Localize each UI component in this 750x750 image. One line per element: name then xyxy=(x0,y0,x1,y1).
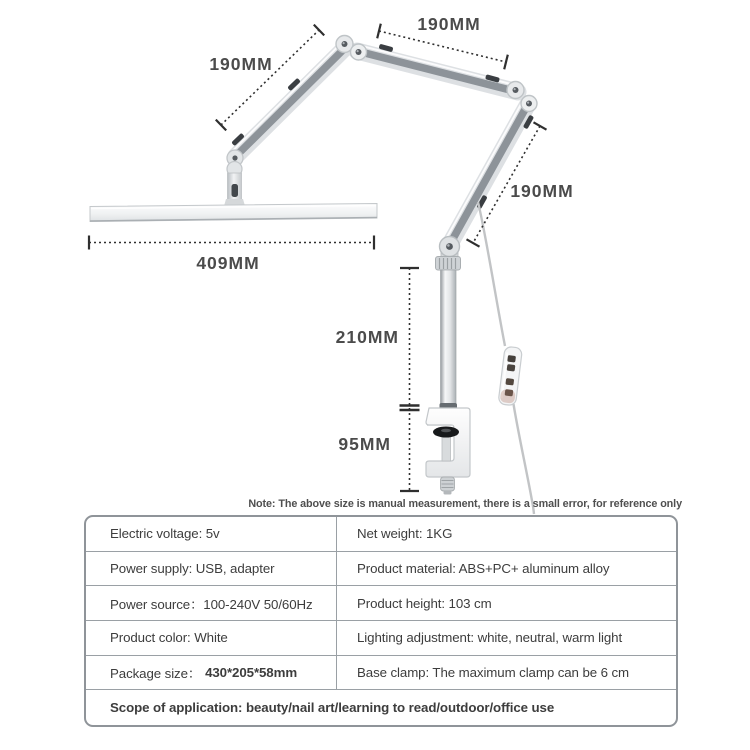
elbow-joint xyxy=(507,82,537,112)
package-size-label: Package size： xyxy=(110,665,202,681)
spec-row xyxy=(86,621,676,656)
lamp-pole xyxy=(440,270,458,411)
spec-row-footer xyxy=(86,690,676,725)
base-hinge xyxy=(436,237,461,271)
spec-row xyxy=(86,552,676,587)
dim-head-width xyxy=(89,236,374,250)
spec-cell-scope-of-application: Scope of application: beauty/nail art/learning to read/outdoor/office use xyxy=(110,700,555,716)
dimension-label-head-width: 409MM xyxy=(196,253,260,273)
spec-cell-power-source: Power source：100-240V 50/60Hz xyxy=(86,586,337,620)
spec-table xyxy=(84,515,678,727)
spec-row xyxy=(86,517,676,552)
dim-pole-and-clamp xyxy=(400,268,420,491)
dimension-label-arm-top: 190MM xyxy=(417,14,481,34)
note-text: Note: The above size is manual measurement, there is a small error, for reference only xyxy=(248,498,682,510)
spec-cell-product-material: Product material: ABS+PC+ aluminum alloy xyxy=(357,560,610,576)
desk-clamp xyxy=(426,408,470,495)
package-size-value: 430*205*58mm xyxy=(205,664,298,680)
dimension-label-pole-height: 210MM xyxy=(335,327,399,347)
dimension-label-arm-right: 190MM xyxy=(510,181,574,201)
spec-cell-electric-voltage: Electric voltage: 5v xyxy=(86,517,337,551)
spec-cell-product-color: Product color: White xyxy=(86,621,337,655)
spec-row xyxy=(86,656,676,691)
lamp-arm-right xyxy=(445,101,534,244)
lamp-head xyxy=(90,150,377,222)
dimension-label-clamp-height: 95MM xyxy=(338,434,391,454)
spec-cell-package-size xyxy=(86,656,337,690)
spec-cell-product-height: Product height: 103 cm xyxy=(357,595,492,611)
dimension-label-arm-left: 190MM xyxy=(209,54,273,74)
spec-cell-base-clamp: Base clamp: The maximum clamp can be 6 cm xyxy=(357,664,630,680)
dimension-lines xyxy=(89,24,547,491)
spec-cell-net-weight: Net weight: 1KG xyxy=(357,526,453,542)
spec-row xyxy=(86,586,676,621)
spec-cell-power-supply: Power supply: USB, adapter xyxy=(86,552,337,586)
lamp-arm-top xyxy=(357,44,519,92)
remote-control xyxy=(498,346,522,406)
spec-cell-lighting-adjustment: Lighting adjustment: white, neutral, warm light xyxy=(357,630,623,646)
